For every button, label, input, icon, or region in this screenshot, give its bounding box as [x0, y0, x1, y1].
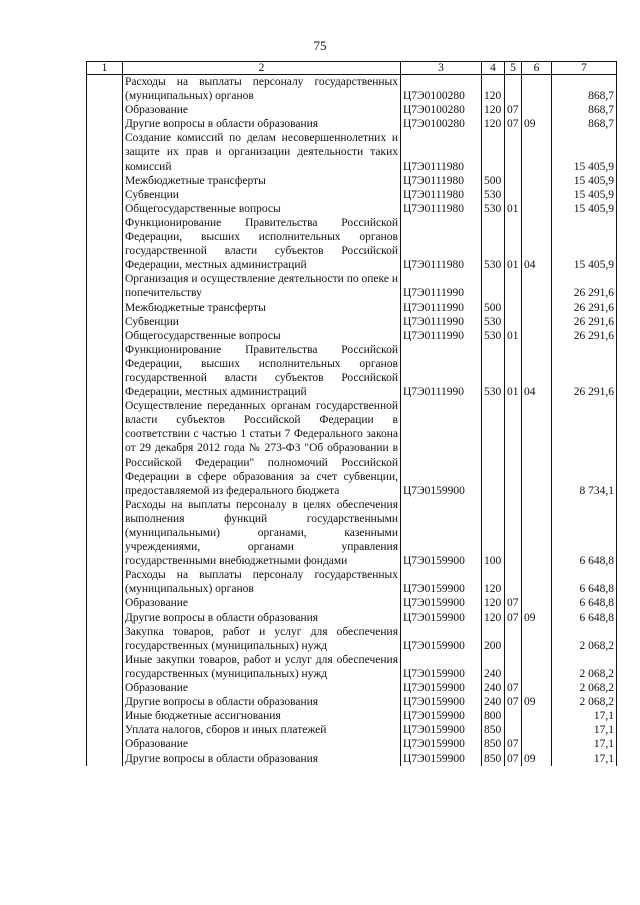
row-amount-cell: 6 648,8 — [552, 498, 617, 568]
row-number-cell — [87, 695, 123, 709]
row-number-cell — [87, 117, 123, 131]
row-subsection-cell — [522, 202, 552, 216]
row-subsection-cell — [522, 625, 552, 653]
row-name-cell: Другие вопросы в области образования — [123, 752, 401, 766]
budget-table — [86, 61, 617, 766]
row-section-cell — [505, 723, 522, 737]
row-name-cell: Иные бюджетные ассигнования — [123, 709, 401, 723]
row-expense-type-cell: 240 — [482, 695, 505, 709]
row-name-cell: Межбюджетные трансферты — [123, 174, 401, 188]
row-name-cell: Субвенции — [123, 188, 401, 202]
row-section-cell: 07 — [505, 681, 522, 695]
row-subsection-cell — [522, 498, 552, 568]
row-code-cell: Ц7Э0111990 — [401, 329, 482, 343]
table-row — [87, 681, 617, 695]
table-row — [87, 596, 617, 610]
row-amount-cell: 15 405,9 — [552, 174, 617, 188]
row-section-cell: 01 — [505, 202, 522, 216]
row-amount-cell: 2 068,2 — [552, 625, 617, 653]
row-expense-type-cell: 200 — [482, 625, 505, 653]
row-subsection-cell — [522, 301, 552, 315]
column-header-5: 5 — [505, 62, 522, 75]
row-number-cell — [87, 329, 123, 343]
row-code-cell: Ц7Э0100280 — [401, 117, 482, 131]
row-amount-cell: 15 405,9 — [552, 216, 617, 272]
row-expense-type-cell — [482, 399, 505, 498]
row-code-cell: Ц7Э0111980 — [401, 174, 482, 188]
row-section-cell: 01 — [505, 329, 522, 343]
row-section-cell: 07 — [505, 752, 522, 766]
row-number-cell — [87, 343, 123, 399]
table-row — [87, 653, 617, 681]
row-code-cell: Ц7Э0159900 — [401, 596, 482, 610]
row-subsection-cell: 04 — [522, 343, 552, 399]
row-section-cell — [505, 301, 522, 315]
row-amount-cell: 17,1 — [552, 737, 617, 751]
row-expense-type-cell: 240 — [482, 653, 505, 681]
row-expense-type-cell: 240 — [482, 681, 505, 695]
row-number-cell — [87, 681, 123, 695]
row-subsection-cell — [522, 329, 552, 343]
row-code-cell: Ц7Э0159900 — [401, 737, 482, 751]
row-amount-cell: 2 068,2 — [552, 653, 617, 681]
row-number-cell — [87, 611, 123, 625]
row-amount-cell: 2 068,2 — [552, 695, 617, 709]
row-section-cell: 07 — [505, 695, 522, 709]
row-expense-type-cell: 120 — [482, 117, 505, 131]
row-expense-type-cell — [482, 272, 505, 300]
table-row — [87, 131, 617, 173]
row-subsection-cell — [522, 737, 552, 751]
table-body — [87, 75, 617, 766]
row-amount-cell: 15 405,9 — [552, 188, 617, 202]
row-section-cell — [505, 131, 522, 173]
row-section-cell: 07 — [505, 117, 522, 131]
table-row — [87, 272, 617, 300]
row-number-cell — [87, 653, 123, 681]
row-name-cell: Общегосударственные вопросы — [123, 329, 401, 343]
row-section-cell: 07 — [505, 103, 522, 117]
row-code-cell: Ц7Э0159900 — [401, 681, 482, 695]
column-header-3: 3 — [401, 62, 482, 75]
row-section-cell — [505, 653, 522, 681]
row-amount-cell: 17,1 — [552, 723, 617, 737]
row-expense-type-cell: 800 — [482, 709, 505, 723]
row-subsection-cell — [522, 723, 552, 737]
row-code-cell: Ц7Э0111990 — [401, 315, 482, 329]
row-name-cell: Межбюджетные трансферты — [123, 301, 401, 315]
row-subsection-cell: 09 — [522, 695, 552, 709]
row-code-cell: Ц7Э0111980 — [401, 216, 482, 272]
row-code-cell: Ц7Э0159900 — [401, 709, 482, 723]
row-section-cell — [505, 75, 522, 104]
row-name-cell: Организация и осуществление деятельности по опеке и попечительству — [123, 272, 401, 300]
row-name-cell: Образование — [123, 103, 401, 117]
table-row — [87, 202, 617, 216]
row-expense-type-cell: 500 — [482, 301, 505, 315]
table-row — [87, 343, 617, 399]
row-expense-type-cell: 850 — [482, 723, 505, 737]
row-section-cell: 07 — [505, 596, 522, 610]
row-code-cell: Ц7Э0159900 — [401, 695, 482, 709]
row-number-cell — [87, 216, 123, 272]
row-code-cell: Ц7Э0111990 — [401, 343, 482, 399]
row-name-cell: Другие вопросы в области образования — [123, 695, 401, 709]
row-expense-type-cell: 500 — [482, 174, 505, 188]
table-row — [87, 75, 617, 104]
table-row — [87, 709, 617, 723]
row-expense-type-cell: 530 — [482, 188, 505, 202]
row-name-cell: Другие вопросы в области образования — [123, 117, 401, 131]
row-subsection-cell — [522, 709, 552, 723]
row-name-cell: Другие вопросы в области образования — [123, 611, 401, 625]
row-expense-type-cell: 120 — [482, 75, 505, 104]
row-amount-cell: 2 068,2 — [552, 681, 617, 695]
row-amount-cell: 26 291,6 — [552, 343, 617, 399]
row-name-cell: Функционирование Правительства Российской Федерации, высших исполнительных органов государственной власти субъектов Российской Федерации, местных администраций — [123, 216, 401, 272]
row-amount-cell: 26 291,6 — [552, 301, 617, 315]
row-code-cell: Ц7Э0111980 — [401, 131, 482, 173]
row-expense-type-cell: 120 — [482, 611, 505, 625]
table-row — [87, 329, 617, 343]
row-expense-type-cell: 120 — [482, 103, 505, 117]
row-name-cell: Образование — [123, 737, 401, 751]
row-number-cell — [87, 103, 123, 117]
table-header-row — [87, 62, 617, 75]
row-amount-cell: 868,7 — [552, 103, 617, 117]
row-name-cell: Закупка товаров, работ и услуг для обеспечения государственных (муниципальных) нужд — [123, 625, 401, 653]
table-row — [87, 188, 617, 202]
row-code-cell: Ц7Э0159900 — [401, 653, 482, 681]
row-code-cell: Ц7Э0159900 — [401, 611, 482, 625]
row-name-cell: Субвенции — [123, 315, 401, 329]
row-code-cell: Ц7Э0111990 — [401, 301, 482, 315]
row-subsection-cell — [522, 399, 552, 498]
row-amount-cell: 6 648,8 — [552, 568, 617, 596]
row-section-cell — [505, 174, 522, 188]
row-amount-cell: 26 291,6 — [552, 315, 617, 329]
row-amount-cell: 868,7 — [552, 117, 617, 131]
row-amount-cell: 17,1 — [552, 752, 617, 766]
row-name-cell: Образование — [123, 596, 401, 610]
row-expense-type-cell: 850 — [482, 752, 505, 766]
row-expense-type-cell: 850 — [482, 737, 505, 751]
row-subsection-cell: 09 — [522, 117, 552, 131]
row-subsection-cell — [522, 653, 552, 681]
row-number-cell — [87, 202, 123, 216]
row-number-cell — [87, 188, 123, 202]
row-expense-type-cell: 530 — [482, 202, 505, 216]
table-row — [87, 103, 617, 117]
row-subsection-cell — [522, 596, 552, 610]
column-header-2: 2 — [123, 62, 401, 75]
row-number-cell — [87, 272, 123, 300]
row-amount-cell: 26 291,6 — [552, 329, 617, 343]
row-amount-cell: 17,1 — [552, 709, 617, 723]
row-subsection-cell — [522, 103, 552, 117]
row-name-cell: Иные закупки товаров, работ и услуг для обеспечения государственных (муниципальных) нужд — [123, 653, 401, 681]
row-code-cell: Ц7Э0159900 — [401, 498, 482, 568]
row-number-cell — [87, 75, 123, 104]
row-code-cell: Ц7Э0111980 — [401, 188, 482, 202]
row-subsection-cell — [522, 188, 552, 202]
row-subsection-cell: 04 — [522, 216, 552, 272]
row-section-cell — [505, 625, 522, 653]
row-number-cell — [87, 131, 123, 173]
row-expense-type-cell — [482, 131, 505, 173]
row-code-cell: Ц7Э0100280 — [401, 103, 482, 117]
row-expense-type-cell: 530 — [482, 216, 505, 272]
row-expense-type-cell: 530 — [482, 315, 505, 329]
table-row — [87, 695, 617, 709]
row-subsection-cell — [522, 272, 552, 300]
row-number-cell — [87, 709, 123, 723]
row-code-cell: Ц7Э0159900 — [401, 752, 482, 766]
row-code-cell: Ц7Э0159900 — [401, 568, 482, 596]
row-name-cell: Создание комиссий по делам несовершеннолетних и защите их прав и организации деятельности таких комиссий — [123, 131, 401, 173]
row-number-cell — [87, 737, 123, 751]
row-expense-type-cell: 120 — [482, 568, 505, 596]
row-subsection-cell — [522, 174, 552, 188]
row-section-cell: 07 — [505, 737, 522, 751]
table-row — [87, 498, 617, 568]
row-number-cell — [87, 174, 123, 188]
row-amount-cell: 6 648,8 — [552, 611, 617, 625]
row-section-cell — [505, 568, 522, 596]
row-expense-type-cell: 120 — [482, 596, 505, 610]
row-code-cell: Ц7Э0159900 — [401, 723, 482, 737]
row-name-cell: Функционирование Правительства Российской Федерации, высших исполнительных органов государственной власти субъектов Российской Федерации, местных администраций — [123, 343, 401, 399]
row-section-cell — [505, 315, 522, 329]
table-row — [87, 568, 617, 596]
row-amount-cell: 15 405,9 — [552, 131, 617, 173]
row-number-cell — [87, 625, 123, 653]
row-expense-type-cell: 530 — [482, 343, 505, 399]
column-header-1: 1 — [87, 62, 123, 75]
column-header-6: 6 — [522, 62, 552, 75]
row-subsection-cell: 09 — [522, 611, 552, 625]
row-section-cell — [505, 399, 522, 498]
row-number-cell — [87, 752, 123, 766]
row-subsection-cell — [522, 568, 552, 596]
table-row — [87, 399, 617, 498]
table-row — [87, 216, 617, 272]
row-name-cell: Расходы на выплаты персоналу в целях обеспечения выполнения функций государственными (муниципальными) органами, казенными учреждениями, органами управления государственными внебюджетными фондами — [123, 498, 401, 568]
row-expense-type-cell: 100 — [482, 498, 505, 568]
row-section-cell — [505, 188, 522, 202]
row-subsection-cell — [522, 681, 552, 695]
table-row — [87, 625, 617, 653]
row-number-cell — [87, 723, 123, 737]
row-number-cell — [87, 596, 123, 610]
row-number-cell — [87, 498, 123, 568]
table-row — [87, 315, 617, 329]
table-row — [87, 174, 617, 188]
row-number-cell — [87, 399, 123, 498]
row-amount-cell: 868,7 — [552, 75, 617, 104]
row-amount-cell: 6 648,8 — [552, 596, 617, 610]
row-section-cell: 01 — [505, 216, 522, 272]
table-row — [87, 723, 617, 737]
row-section-cell: 07 — [505, 611, 522, 625]
row-subsection-cell — [522, 75, 552, 104]
row-amount-cell: 8 734,1 — [552, 399, 617, 498]
table-row — [87, 117, 617, 131]
row-name-cell: Расходы на выплаты персоналу государственных (муниципальных) органов — [123, 75, 401, 104]
row-code-cell: Ц7Э0100280 — [401, 75, 482, 104]
row-code-cell: Ц7Э0111990 — [401, 272, 482, 300]
table-row — [87, 752, 617, 766]
table-row — [87, 737, 617, 751]
row-name-cell: Образование — [123, 681, 401, 695]
row-name-cell: Осуществление переданных органам государственной власти субъектов Российской Федерации в соответствии с частью 1 статьи 7 Федерального закона от 29 декабря 2012 года № 273-ФЗ "Об образовании в Российской Федерации" полномочий Российской Федерации в сфере образования за счет субвенции, предоставляемой из федерального бюджета — [123, 399, 401, 498]
row-section-cell — [505, 272, 522, 300]
table-row — [87, 301, 617, 315]
row-number-cell — [87, 315, 123, 329]
row-expense-type-cell: 530 — [482, 329, 505, 343]
row-code-cell: Ц7Э0111980 — [401, 202, 482, 216]
row-name-cell: Общегосударственные вопросы — [123, 202, 401, 216]
row-code-cell: Ц7Э0159900 — [401, 399, 482, 498]
row-section-cell: 01 — [505, 343, 522, 399]
row-number-cell — [87, 301, 123, 315]
table-row — [87, 611, 617, 625]
row-name-cell: Расходы на выплаты персоналу государственных (муниципальных) органов — [123, 568, 401, 596]
row-amount-cell: 26 291,6 — [552, 272, 617, 300]
row-section-cell — [505, 498, 522, 568]
row-subsection-cell — [522, 315, 552, 329]
column-header-4: 4 — [482, 62, 505, 75]
row-subsection-cell — [522, 131, 552, 173]
row-amount-cell: 15 405,9 — [552, 202, 617, 216]
row-name-cell: Уплата налогов, сборов и иных платежей — [123, 723, 401, 737]
row-code-cell: Ц7Э0159900 — [401, 625, 482, 653]
page-number: 75 — [313, 38, 327, 53]
row-subsection-cell: 09 — [522, 752, 552, 766]
column-header-7: 7 — [552, 62, 617, 75]
row-number-cell — [87, 568, 123, 596]
row-section-cell — [505, 709, 522, 723]
